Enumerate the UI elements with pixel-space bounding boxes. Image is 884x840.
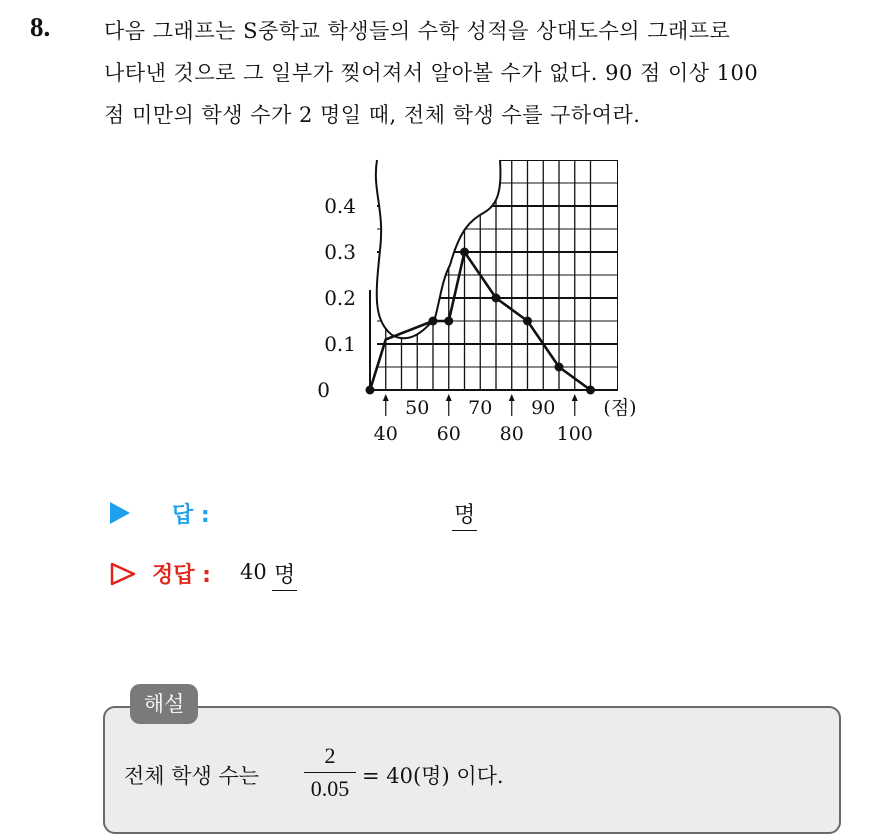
x-tick-arrowhead — [509, 394, 515, 401]
relative-frequency-chart — [300, 150, 660, 450]
question-line-1: 다음 그래프는 S중학교 학생들의 수학 성적을 상대도수의 그래프로 — [104, 19, 731, 43]
y-tick-label: 0.2 — [324, 286, 356, 310]
data-point — [460, 248, 469, 257]
y-tick-label: 0.4 — [324, 194, 356, 218]
x-tick-label-lower: 60 — [436, 423, 461, 445]
x-tick-arrowhead — [572, 394, 578, 401]
x-tick-label-lower: 80 — [499, 423, 524, 445]
x-tick-label-upper: 70 — [468, 397, 493, 419]
torn-edge — [376, 160, 501, 338]
solution-suffix: = 40(명) 이다. — [362, 764, 504, 788]
answer-marker-icon — [110, 502, 130, 524]
fraction-bar — [304, 772, 356, 773]
fraction-denominator: 0.05 — [310, 776, 350, 801]
data-point — [523, 317, 532, 326]
solution-prefix: 전체 학생 수는 — [124, 764, 260, 788]
y-tick-label: 0.1 — [324, 332, 356, 356]
data-point — [429, 317, 438, 326]
data-point — [444, 317, 453, 326]
x-tick-label-upper: 50 — [405, 397, 430, 419]
answer-label: 답 : — [172, 503, 210, 528]
question-line-2: 나타낸 것으로 그 일부가 찢어져서 알아볼 수가 없다. 90 점 이상 100 — [104, 61, 759, 85]
key-value: 40 — [240, 560, 267, 584]
answer-unit: 명 — [452, 498, 477, 531]
x-tick-arrowhead — [383, 394, 389, 401]
key-unit: 명 — [272, 558, 297, 591]
chart-axes — [370, 290, 618, 390]
x-tick-label-upper: 90 — [531, 397, 556, 419]
x-tick-arrowhead — [446, 394, 452, 401]
y-tick-label: 0.3 — [324, 240, 356, 264]
x-tick-label-lower: 100 — [556, 423, 593, 445]
key-marker-icon — [110, 562, 136, 586]
data-point — [366, 386, 375, 395]
chart-ticks — [317, 194, 636, 445]
solution-line — [124, 742, 724, 812]
solution-fraction — [304, 742, 356, 803]
question-line-3: 점 미만의 학생 수가 2 명일 때, 전체 학생 수를 구하여라. — [104, 103, 641, 127]
fraction-numerator: 2 — [324, 743, 336, 768]
answer-row — [110, 498, 610, 532]
x-tick-label-lower: 40 — [373, 423, 398, 445]
chart-grid — [370, 160, 618, 390]
question-number: 8. — [30, 12, 51, 42]
data-point — [555, 363, 564, 372]
data-point — [492, 294, 501, 303]
solution-tab: 해설 — [130, 684, 198, 724]
question-text — [104, 10, 874, 136]
key-row — [110, 558, 510, 592]
y-tick-label: 0 — [317, 378, 330, 402]
x-axis-unit-label: (점) — [603, 397, 637, 419]
data-point — [586, 386, 595, 395]
key-label: 정답 : — [152, 563, 211, 588]
